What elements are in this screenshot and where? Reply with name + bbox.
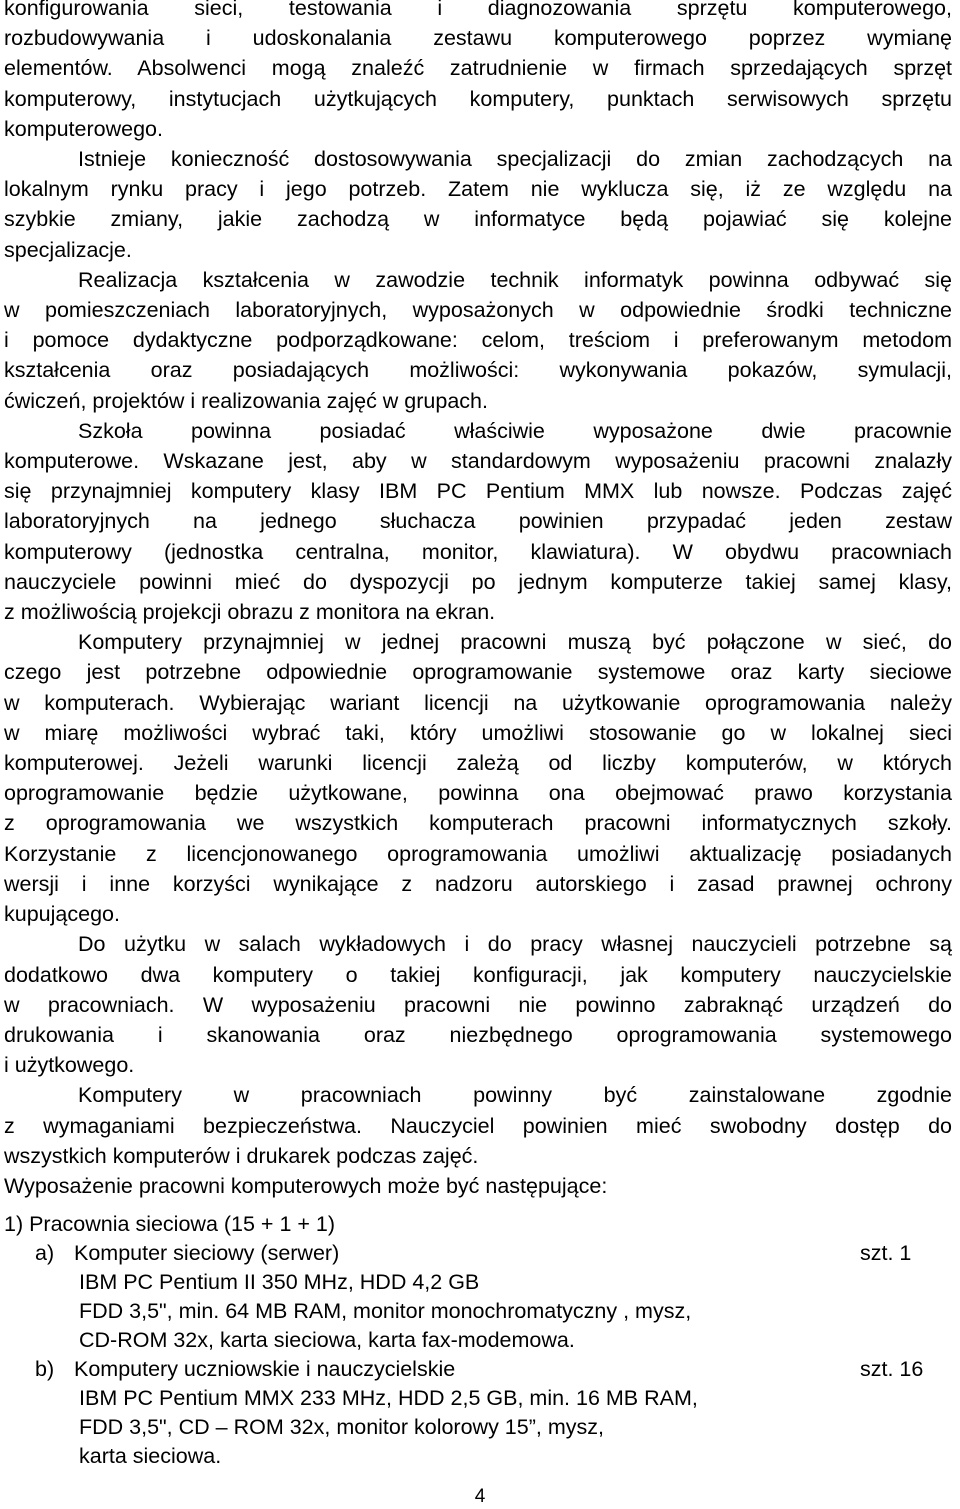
document-page <box>4 0 952 1471</box>
text-line: Wyposażenie pracowni komputerowych może być następujące: <box>4 1173 608 1198</box>
text-line: Szkoła powinna posiadać właściwie wyposażone dwie pracownie <box>78 418 952 443</box>
text-line: w miarę możliwości wybrać taki, który umożliwi stosowanie go w lokalnej sieci <box>4 720 952 745</box>
text-line: ćwiczeń, projektów i realizowania zajęć w grupach. <box>4 388 488 413</box>
text-line: Komputery przynajmniej w jednej pracowni muszą być połączone w sieć, do <box>78 630 952 655</box>
text-line: z wymaganiami bezpieczeństwa. Nauczyciel powinien mieć swobodny dostęp do <box>4 1113 952 1138</box>
text-line: lokalnym rynku pracy i jego potrzeb. Zatem nie wyklucza się, iż ze względu na <box>4 177 952 202</box>
text-line: rozbudowywania i udoskonalania zestawu komputerowego poprzez wymianę <box>4 26 952 51</box>
text-line: Istnieje konieczność dostosowywania specjalizacji do zmian zachodzących na <box>78 147 952 172</box>
list-item-label: Komputer sieciowy (serwer) <box>74 1241 340 1266</box>
text-line: kupującego. <box>4 902 120 927</box>
text-line: i użytkowego. <box>4 1053 135 1078</box>
paragraph-3 <box>4 265 952 416</box>
text-line: kształcenia oraz posiadających możliwości: wykonywania pokazów, symulacji, <box>4 358 952 383</box>
list-item-spec: FDD 3,5", CD – ROM 32x, monitor kolorowy 15”, mysz, <box>79 1415 604 1440</box>
text-line: elementów. Absolwenci mogą znaleźć zatrudnienie w firmach sprzedających sprzęt <box>4 56 952 81</box>
text-line: w pracowniach. W wyposażeniu pracowni nie powinno zabraknąć urządzeń do <box>4 992 952 1017</box>
list-item-quantity: szt. 16 <box>860 1357 924 1382</box>
text-line: szybkie zmiany, jakie zachodzą w informatyce będą pojawiać się kolejne <box>4 207 952 232</box>
list-item <box>4 1355 952 1471</box>
text-line: komputerowy (jednostka centralna, monitor, klawiatura). W obydwu pracowniach <box>4 539 952 564</box>
paragraph-6 <box>4 929 952 1080</box>
list-item-marker: b) <box>35 1357 55 1382</box>
text-line: Do użytku w salach wykładowych i do pracy własnej nauczycieli potrzebne są <box>78 932 952 957</box>
text-line: specjalizacje. <box>4 237 132 262</box>
list-item-spec: IBM PC Pentium MMX 233 MHz, HDD 2,5 GB, min. 16 MB RAM, <box>79 1386 698 1411</box>
list-item-spec: IBM PC Pentium II 350 MHz, HDD 4,2 GB <box>79 1270 480 1295</box>
list-item <box>4 1239 952 1355</box>
text-line: komputerowe. Wskazane jest, aby w standardowym wyposażeniu pracowni znalazły <box>4 449 952 474</box>
text-line: Korzystanie z licencjonowanego oprogramowania umożliwi aktualizację posiadanych <box>4 841 952 866</box>
text-line: nauczyciele powinni mieć do dyspozycji po jednym komputerze takiej samej klasy, <box>4 569 952 594</box>
text-line: komputerowy, instytucjach użytkujących komputery, punktach serwisowych sprzętu <box>4 86 952 111</box>
text-line: komputerowego. <box>4 116 163 141</box>
text-line: z oprogramowania we wszystkich komputerach pracowni informatycznych szkoły. <box>4 811 952 836</box>
paragraph-2 <box>4 144 952 265</box>
text-line: Komputery w pracowniach powinny być zainstalowane zgodnie <box>78 1083 952 1108</box>
list-item-quantity: szt. 1 <box>860 1241 912 1266</box>
text-line: laboratoryjnych na jednego słuchacza powinien przypadać jeden zestaw <box>4 509 952 534</box>
text-line: Realizacja kształcenia w zawodzie technik informatyk powinna odbywać się <box>78 267 952 292</box>
list-item-marker: a) <box>35 1241 55 1266</box>
paragraph-4 <box>4 416 952 627</box>
text-line: się przynajmniej komputery klasy IBM PC Pentium MMX lub nowsze. Podczas zajęć <box>4 479 952 504</box>
list-item-label: Komputery uczniowskie i nauczycielskie <box>74 1357 456 1382</box>
text-line: konfigurowania sieci, testowania i diagnozowania sprzętu komputerowego, <box>4 0 952 20</box>
text-line: drukowania i skanowania oraz niezbędnego oprogramowania systemowego <box>4 1022 952 1047</box>
text-line: wersji i inne korzyści wynikające z nadzoru autorskiego i zasad prawnej ochrony <box>4 871 952 896</box>
paragraph-1 <box>4 0 952 144</box>
list-item-spec: FDD 3,5", min. 64 MB RAM, monitor monochromatyczny , mysz, <box>79 1299 692 1324</box>
paragraph-7 <box>4 1080 952 1171</box>
text-line: oprogramowanie będzie użytkowane, powinna ona obejmować prawo korzystania <box>4 781 952 806</box>
paragraph-5 <box>4 627 952 929</box>
text-line: w pomieszczeniach laboratoryjnych, wyposażonych w odpowiednie środki techniczne <box>4 298 952 323</box>
list-item-spec: CD-ROM 32x, karta sieciowa, karta fax-modemowa. <box>79 1328 575 1353</box>
text-line: i pomoce dydaktyczne podporządkowane: celom, treściom i preferowanym metodom <box>4 328 952 353</box>
text-line: komputerowej. Jeżeli warunki licencji zależą od liczby komputerów, w których <box>4 751 952 776</box>
text-line: czego jest potrzebne odpowiednie oprogramowanie systemowe oraz karty sieciowe <box>4 660 952 685</box>
equipment-list-title: 1) Pracownia sieciowa (15 + 1 + 1) <box>4 1212 336 1237</box>
text-line: z możliwością projekcji obrazu z monitora na ekran. <box>4 600 496 625</box>
paragraph-8 <box>4 1171 952 1201</box>
list-item-spec: karta sieciowa. <box>79 1444 222 1469</box>
text-line: dodatkowo dwa komputery o takiej konfiguracji, jak komputery nauczycielskie <box>4 962 952 987</box>
text-line: wszystkich komputerów i drukarek podczas zajęć. <box>4 1143 479 1168</box>
text-line: w komputerach. Wybierając wariant licencji na użytkowanie oprogramowania należy <box>4 690 952 715</box>
page-number: 4 <box>474 1486 486 1507</box>
